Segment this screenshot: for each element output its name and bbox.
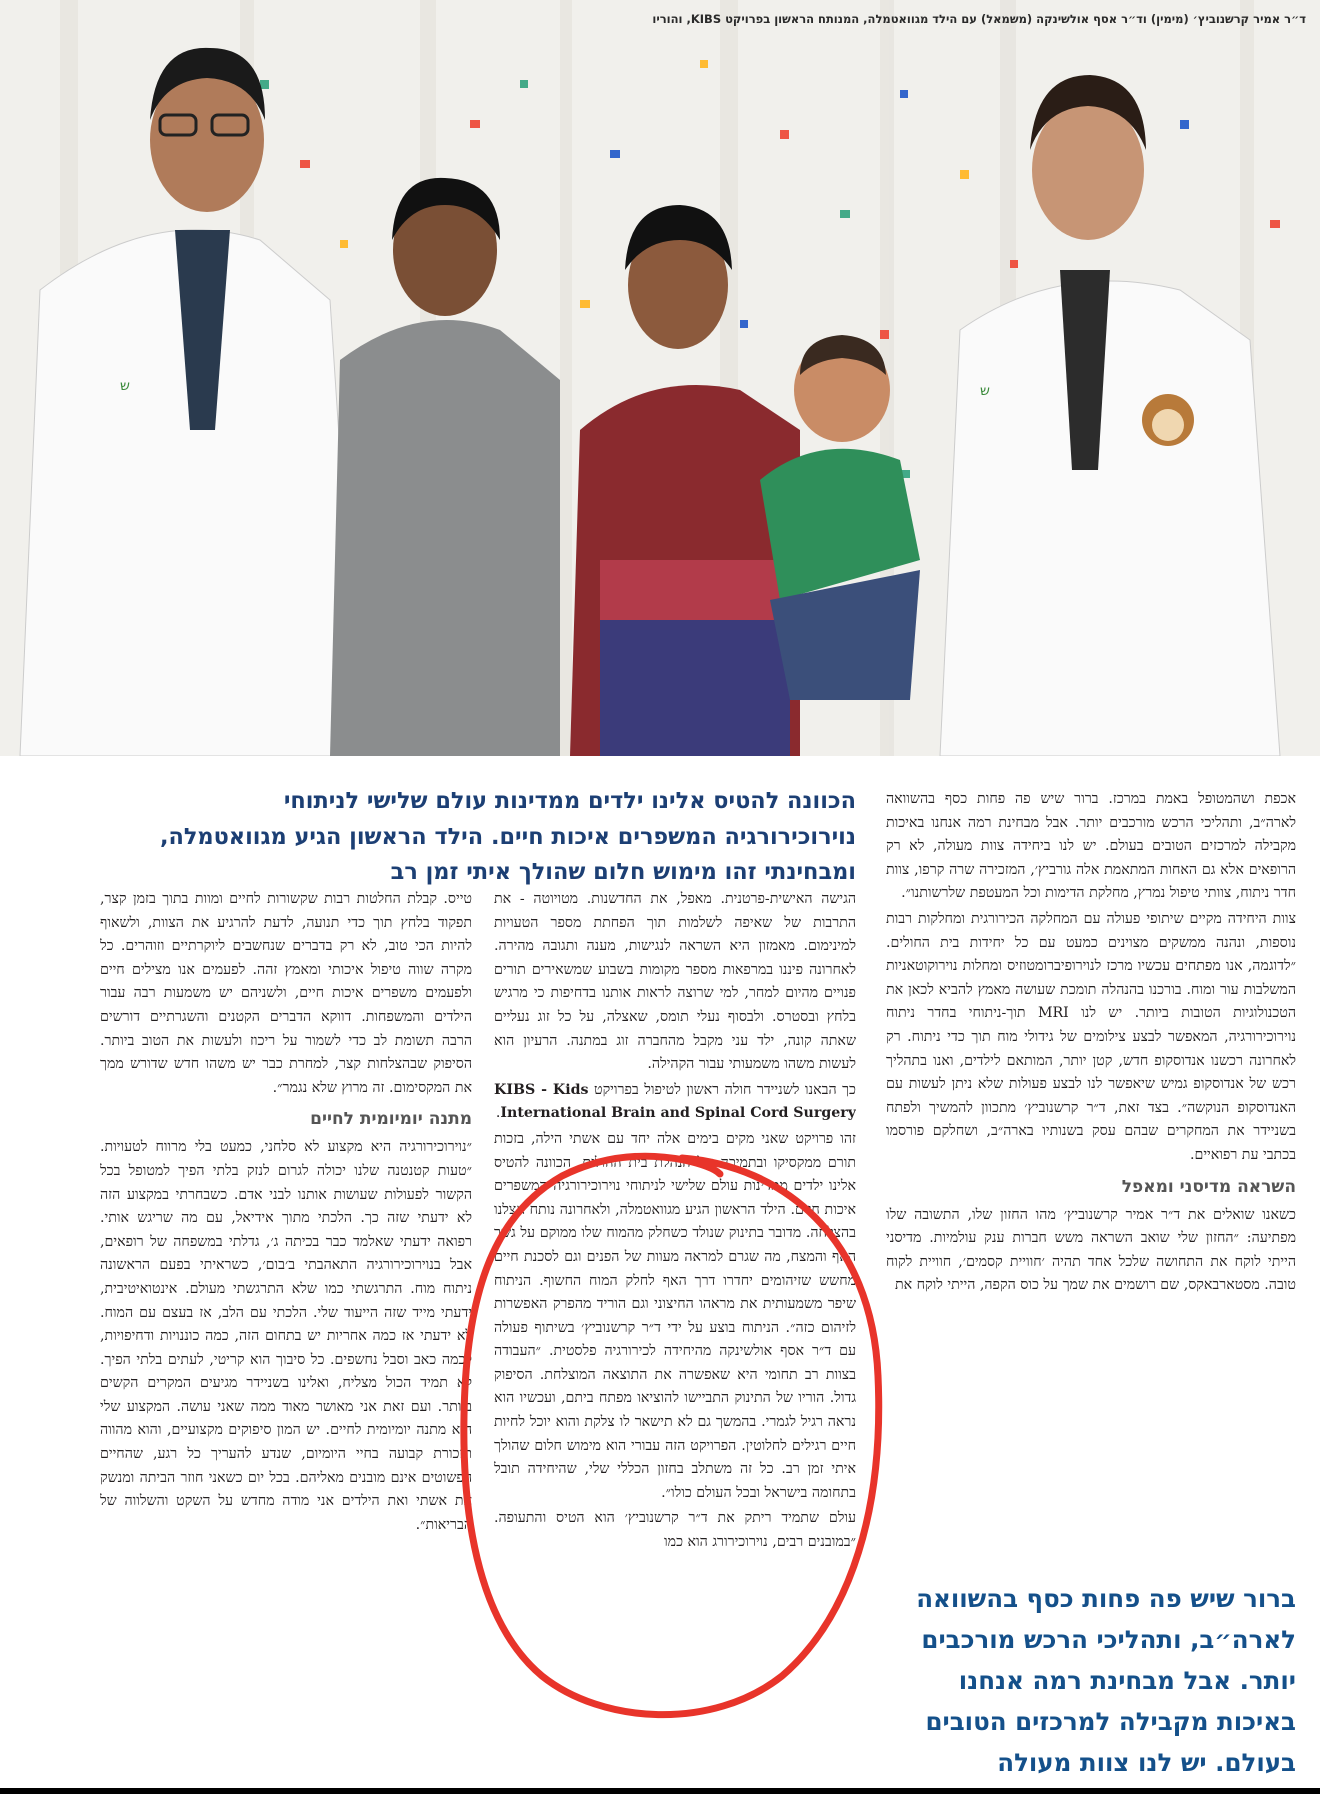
photo-caption: ד״ר אמיר קרשנוביץ׳ (מימין) וד״ר אסף אולשינקה (משמאל) עם הילד מגוואטמלה, המנותח הראשון בפרויקט KIBS, והוריו bbox=[652, 12, 1306, 26]
feature-photo bbox=[0, 0, 1320, 756]
middle-paragraph-1: הגישה האישית-פרטנית. מאפל, את החדשנות. מטויוטה - את התרבות של שאיפה לשלמות תוך הפחתת מספר הטעויות למינימום. מאמזון היא השראה לנגישות, מענה ותגובה מהירה. לאחרונה פיננו במרפאות מספר מקומות בשבוע שמשאירים תורים פנויים מהיום למחר, למי שרוצה לראות אותנו בדחיפות כי מרגיש בלחץ ובסטרס. ולבסוף נעלי תומס, שאצלה, על כל זוג נעליים שאתה קונה, ילד עני מקבל מהחברה זוג במתנה. הרעיון הוא לעשות משהו משמעותי עבור הקהילה. bbox=[494, 891, 856, 1073]
middle-paragraph-4: עולם שתמיד ריתק את ד״ר קרשנוביץ׳ הוא הטיס והתעופה. ״במובנים רבים, נוירוכירורג הוא כמו bbox=[494, 1510, 856, 1551]
left-paragraph-2: ״נוירוכירורגיה היא מקצוע לא סלחני, כמעט בלי מרווח לטעויות. ״טעות קטנטנה שלנו יכולה לגרום לנזק בלתי הפיך למטופל בכל הקשור לפעולות שעושות אותנו לבני אדם. כשבחרתי במקצוע הזה לא ידעתי שזה כך. הלכתי מתוך אידיאל, עם מה שריגש אותי. רפואה ידעתי שאלמד כבר בכיתה ג׳, גדלתי במשפחה של רופאים, אבל בנוירוכירורגיה התאהבתי ב׳בום׳, כשראיתי בפעם הראשונה ניתוח מוח. התרגשתי כמו שלא התרגשתי מעולם. אינטואיטיבית, ידעתי מייד שזה הייעוד שלי. הלכתי עם הלב, אז בעצם עם המוח. לא ידעתי אז כמה אחריות יש בתחום הזה, כמה כוננויות ודחיפויות, לכמה כאב וסבל נחשפים. כל סיבוך הוא קריטי, לעתים בלתי הפיך. לא תמיד הכול מצליח, ואלינו בשניידר מגיעים המקרים הקשים ביותר. ועם זאת אני מאושר מאוד ממה שאני עושה. המקצוע שלי הוא מתנה יומיומית לחיים. יש המון סיפוקים מקצועיים, והוא מהווה תזכורת קבועה בחיי היומיום, שנדע להעריך כל רגע, שהחיים הפשוטים אינם מובנים מאליהם. בכל יום כשאני חוזר הביתה ומנשק את אשתי ואת הילדים אני מודה מחדש על השקט והשלווה של הבריאות״. bbox=[100, 1139, 472, 1533]
left-paragraph-1: טייס. קבלת החלטות רבות שקשורות לחיים ומוות בתוך בזמן קצר, תפקוד בלחץ תוך כדי תנועה, לדעת להרגיע את הצוות, ולשאוף להיות הכי טוב, לא רק בדברים שנחשבים ליוקרתיים וזוהרים. כל מקרה שווה טיפול איכותי ומאמץ זהה. לפעמים אנו מצילים חיים ולפעמים משפרים איכות חיים, ולשניהם יש משמעות רבה עבור הילדים והמשפחות. דווקא הדברים הקטנים והשגרתיים דורשים הרבה תשומת לב כדי לשמור על ריכוז ולעשות את הטוב ביותר. הסיפוק שבהצלחות קצר, למחרת כבר יש משהו חדש שדורש ממך את המקסימום. זה מרוץ שלא נגמר״. bbox=[100, 891, 472, 1096]
pull-quote: ברור שיש פה פחות כסף בהשוואה לארה״ב, ותהליכי הרכש מורכבים יותר. אבל מבחינת רמה אנחנו באיכות מקבילה למרכזים הטובים בעולם. יש לנו צוות מעולה bbox=[916, 1584, 1296, 1777]
photo-illustration bbox=[0, 0, 1320, 756]
kibs-intro-text: כך הבאנו לשניידר חולה ראשון לטיפול בפרויקט bbox=[594, 1081, 856, 1098]
subheading-disney-apple: השראה מדיסני ומאפל bbox=[1121, 1176, 1296, 1197]
photo-badge-left: ש bbox=[120, 378, 130, 394]
middle-paragraph-3: זהו פרויקט שאני מקים בימים אלה יחד עם אשתי הילה, בזכות תורם ממקסיקו ובתמיכה של הנהלת בית החולים. הכוונה להטיס אלינו ילדים ממדינות עולם שלישי לניתוחי נוירוכירורגיה המשפרים איכות חיים. הילד הראשון הגיע מגוואטמלה, ולאחרונה נותח אצלנו בהצלחה. מדובר בתינוק שנולד כשחלק מהמוח שלו ממוקם על גשר האף והמצח, מה שגרם למראה מעוות של הפנים וגם לסכנת חיים מחשש שזיהומים יחדרו דרך האף לחלק המוח החשוף. הניתוח שיפר משמעותית את מראהו החיצוני וגם הוריד מהפרק האפשרות לזיהום כזה״. הניתוח בוצע על ידי ד״ר קרשנוביץ׳ בשיתוף פעולה עם ד״ר אסף אולשינקה מהיחידה לכירורגיה פלסטית. ״העבודה בצוות רב תחומי היא שאפשרה את התוצאה המוצלחת. הסיפוק גדול. הוריו של התינוק התביישו להוציאו מפתח ביתם, ועכשיו הוא נראה רגיל לגמרי. בהמשך גם לא תישאר לו צלקת והוא יוכל לחיות חיים רגילים לחלוטין. הפרויקט הזה עבורי הוא מימוש חלום שהולך איתי זמן רב. כל זה משתלב בחזון הכללי שלי, שהיחידה תובל בתחומה בישראל ובכל העולם כולו״. bbox=[494, 1130, 856, 1501]
middle-column bbox=[494, 888, 856, 1788]
right-paragraph-2: צוות היחידה מקיים שיתופי פעולה עם המחלקה הכירורגית ומחלקות רבות נוספות, ונהנה ממשקים מצוינים כמעט עם כל יחידות בית החולים. ״לדוגמה, אנו מפתחים עכשיו מרכז לנוירופיברומטוזיס ומחלות נוירוקוטאניות המשלבות עור ומוח. בורכנו בהנהלה תומכת שעושה מאמץ להביא לכאן את הטכנולוגיות הטובות ביותר. יש לנו MRI תוך-ניתוחי בחדר ניתוח נוירוכירורגיה, המאפשר לבצע צילומים של גידולי מוח תוך כדי ניתוח. רק לאחרונה רכשנו אנדוסקופ חדש, קטן יותר, המותאם לילדים, ואנו בתהליך רכש של אנדוסקופ גמיש שיאפשר לנו לבצע פעולות שלא ניתן לעשות עם האנדוסקופ הנוקשה״. בצד זאת, ד״ר קרשנוביץ׳ מתכוון להמשיך ולפתח בשניידר את המחקרים שבהם עסק בשנותיו בארה״ב, ושחלקם פורסמו בכתבי עת רפואיים. bbox=[886, 910, 1296, 1163]
page-bottom-rule bbox=[0, 1788, 1320, 1794]
right-paragraph-1: אכפת ושהמטופל באמת במרכז. ברור שיש פה פחות כסף בהשוואה לארה״ב, ותהליכי הרכש מורכבים יותר. אבל מבחינת רמה אנחנו באיכות מקבילה למרכזים הטובים בעולם. יש לנו ביחידה צוות מעולה, לא רק הרופאים אלא גם האחות המתאמת אלה גורביץ׳, המזכירה שרה קרפו, צוות חדר ניתוח, צוותי טיפול נמרץ, מחלקת הדימות וכל המעטפת שלרשותנו״. bbox=[886, 791, 1296, 902]
right-paragraph-3: כשאנו שואלים את ד״ר אמיר קרשנוביץ׳ מהו החזון שלו, התשובה שלו מפתיעה: ״החזון שלי שואב השראה משש חברות ענק עולמיות. מדיסני הייתי לוקח את התחושה שלכל אחד תהיה ׳חוויית קסמים׳, חוויית לקוח טובה. מסטארבאקס, שם רושמים את שמך על כוס הקפה, הייתי לוקח את bbox=[886, 1206, 1296, 1294]
photo-badge-right: ש bbox=[980, 383, 990, 399]
right-column bbox=[886, 788, 1296, 1558]
subheading-daily-gift: מתנה יומיומית לחיים bbox=[310, 1109, 472, 1130]
article-page bbox=[0, 756, 1320, 1794]
kibs-project-name: KIBS - Kids International Brain and Spinal Cord Surgery bbox=[494, 1081, 856, 1122]
left-column bbox=[100, 888, 472, 1788]
middle-paragraph-2: כך הבאנו לשניידר חולה ראשון לטיפול בפרויקט KIBS - Kids International Brain and Spinal Cord Surgery. bbox=[494, 1081, 856, 1122]
article-headline: הכוונה להטיס אלינו ילדים ממדינות עולם שלישי לניתוחי נוירוכירורגיה המשפרים איכות חיים. הילד הראשון הגיע מגוואטמלה, ומבחינתי זהו מימוש חלום שהולך איתי זמן רב bbox=[159, 788, 856, 885]
